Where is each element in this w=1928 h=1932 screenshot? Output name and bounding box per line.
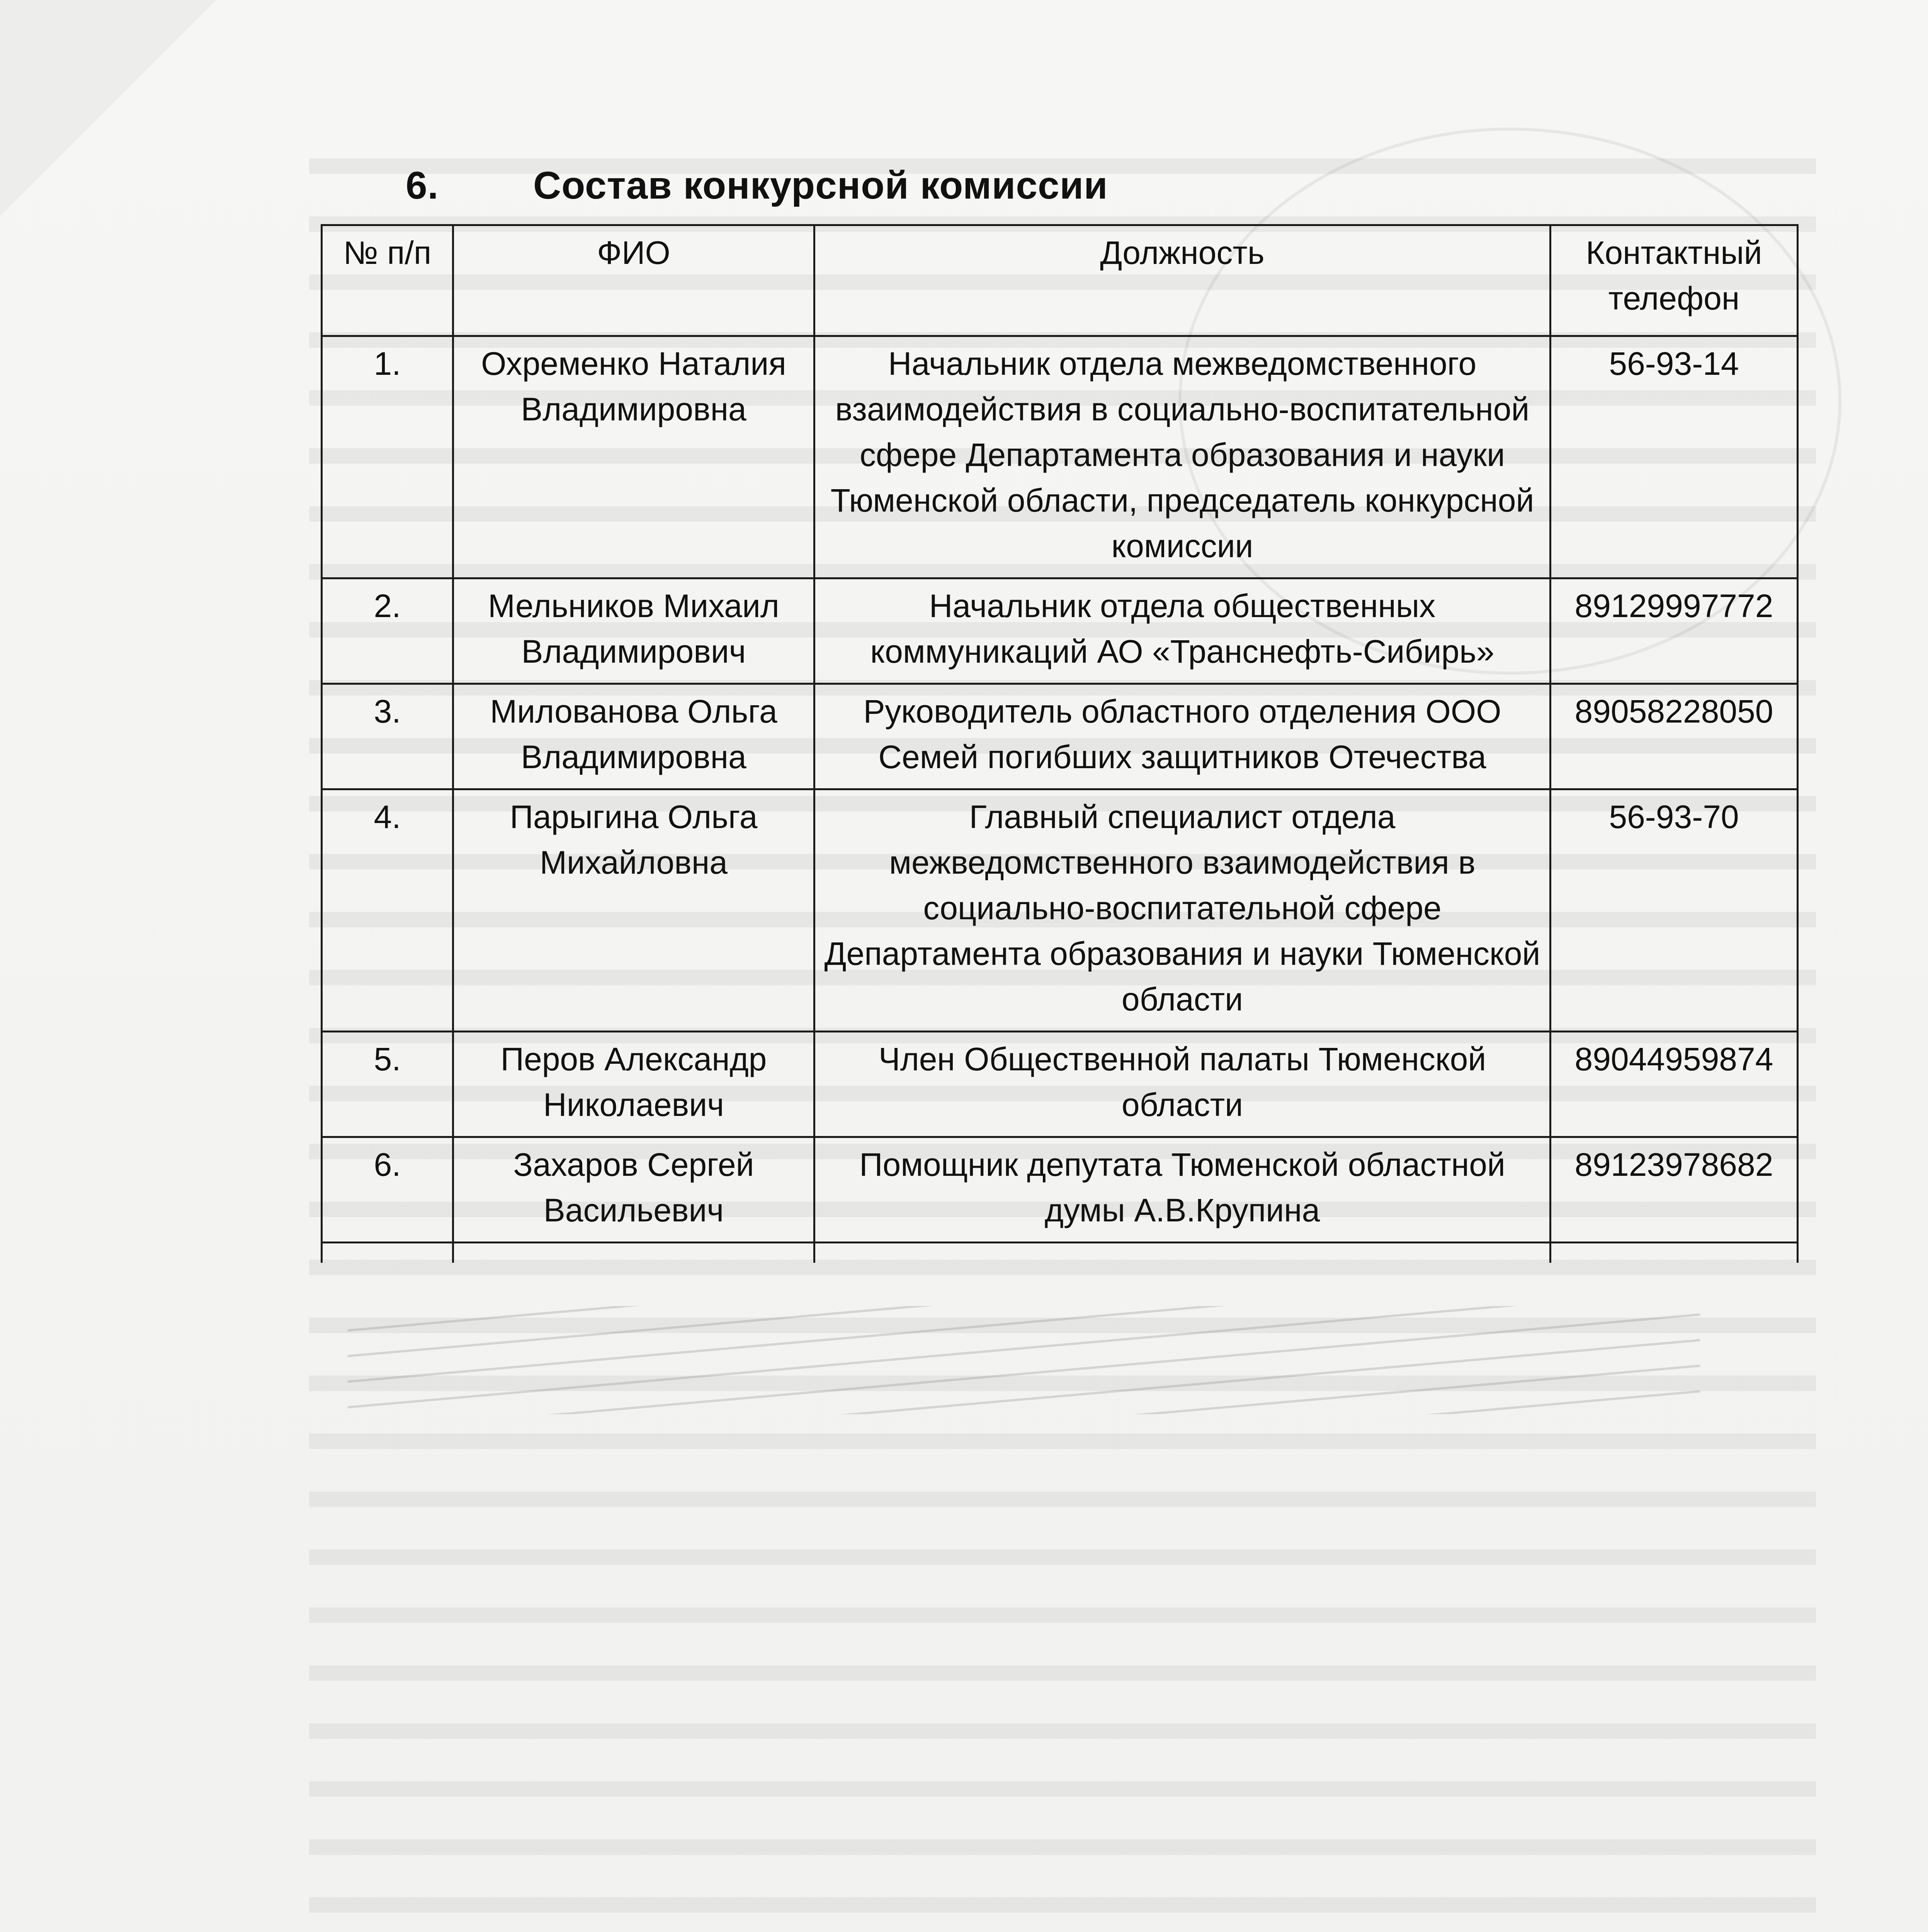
- row-num: 6.: [322, 1137, 453, 1243]
- section-title: Состав конкурсной комиссии: [533, 163, 1108, 207]
- row-fio: Парыгина Ольга Михайловна: [453, 789, 814, 1032]
- row-position: Помощник депутата Тюменской областной думы А.В.Крупина: [814, 1137, 1551, 1243]
- table-header-row: [322, 225, 1798, 336]
- row-position: Начальник отдела межведомственного взаимодействия в социально-воспитательной сфере Департамента образования и науки Тюменской области, председатель конкурсной комиссии: [814, 336, 1551, 578]
- row-position: Руководитель областного отделения ООО Семей погибших защитников Отечества: [814, 684, 1551, 789]
- section-number: 6.: [406, 163, 439, 207]
- row-position: Член Общественной палаты Тюменской области: [814, 1032, 1551, 1137]
- empty-cell: [322, 1243, 453, 1263]
- row-fio: Захаров Сергей Васильевич: [453, 1137, 814, 1243]
- table-row: [322, 684, 1798, 789]
- row-num: 5.: [322, 1032, 453, 1137]
- commission-table: [321, 224, 1799, 1263]
- row-position: Начальник отдела общественных коммуникаций АО «Транснефть-Сибирь»: [814, 578, 1551, 684]
- row-num: 1.: [322, 336, 453, 578]
- row-fio: Мельников Михаил Владимирович: [453, 578, 814, 684]
- table-row: [322, 336, 1798, 578]
- row-fio: Охременко Наталия Владимировна: [453, 336, 814, 578]
- table-empty-row: [322, 1243, 1798, 1263]
- header-phone: Контактный телефон: [1551, 225, 1798, 336]
- empty-cell: [453, 1243, 814, 1263]
- row-num: 2.: [322, 578, 453, 684]
- row-phone: 56-93-14: [1551, 336, 1798, 578]
- empty-cell: [1551, 1243, 1798, 1263]
- header-position: Должность: [814, 225, 1551, 336]
- row-phone: 56-93-70: [1551, 789, 1798, 1032]
- row-fio: Перов Александр Николаевич: [453, 1032, 814, 1137]
- row-phone: 89058228050: [1551, 684, 1798, 789]
- scan-smudge: [348, 1306, 1700, 1414]
- row-phone: 89123978682: [1551, 1137, 1798, 1243]
- table-row: [322, 1137, 1798, 1243]
- header-num: № п/п: [322, 225, 453, 336]
- folded-corner: [0, 0, 216, 216]
- row-fio: Милованова Ольга Владимировна: [453, 684, 814, 789]
- table-row: [322, 1032, 1798, 1137]
- row-phone: 89129997772: [1551, 578, 1798, 684]
- section-heading: [406, 153, 1681, 218]
- table-row: [322, 789, 1798, 1032]
- row-phone: 89044959874: [1551, 1032, 1798, 1137]
- row-num: 3.: [322, 684, 453, 789]
- header-fio: ФИО: [453, 225, 814, 336]
- row-position: Главный специалист отдела межведомственного взаимодействия в социально-воспитательной сфере Департамента образования и науки Тюменской области: [814, 789, 1551, 1032]
- table-row: [322, 578, 1798, 684]
- row-num: 4.: [322, 789, 453, 1032]
- empty-cell: [814, 1243, 1551, 1263]
